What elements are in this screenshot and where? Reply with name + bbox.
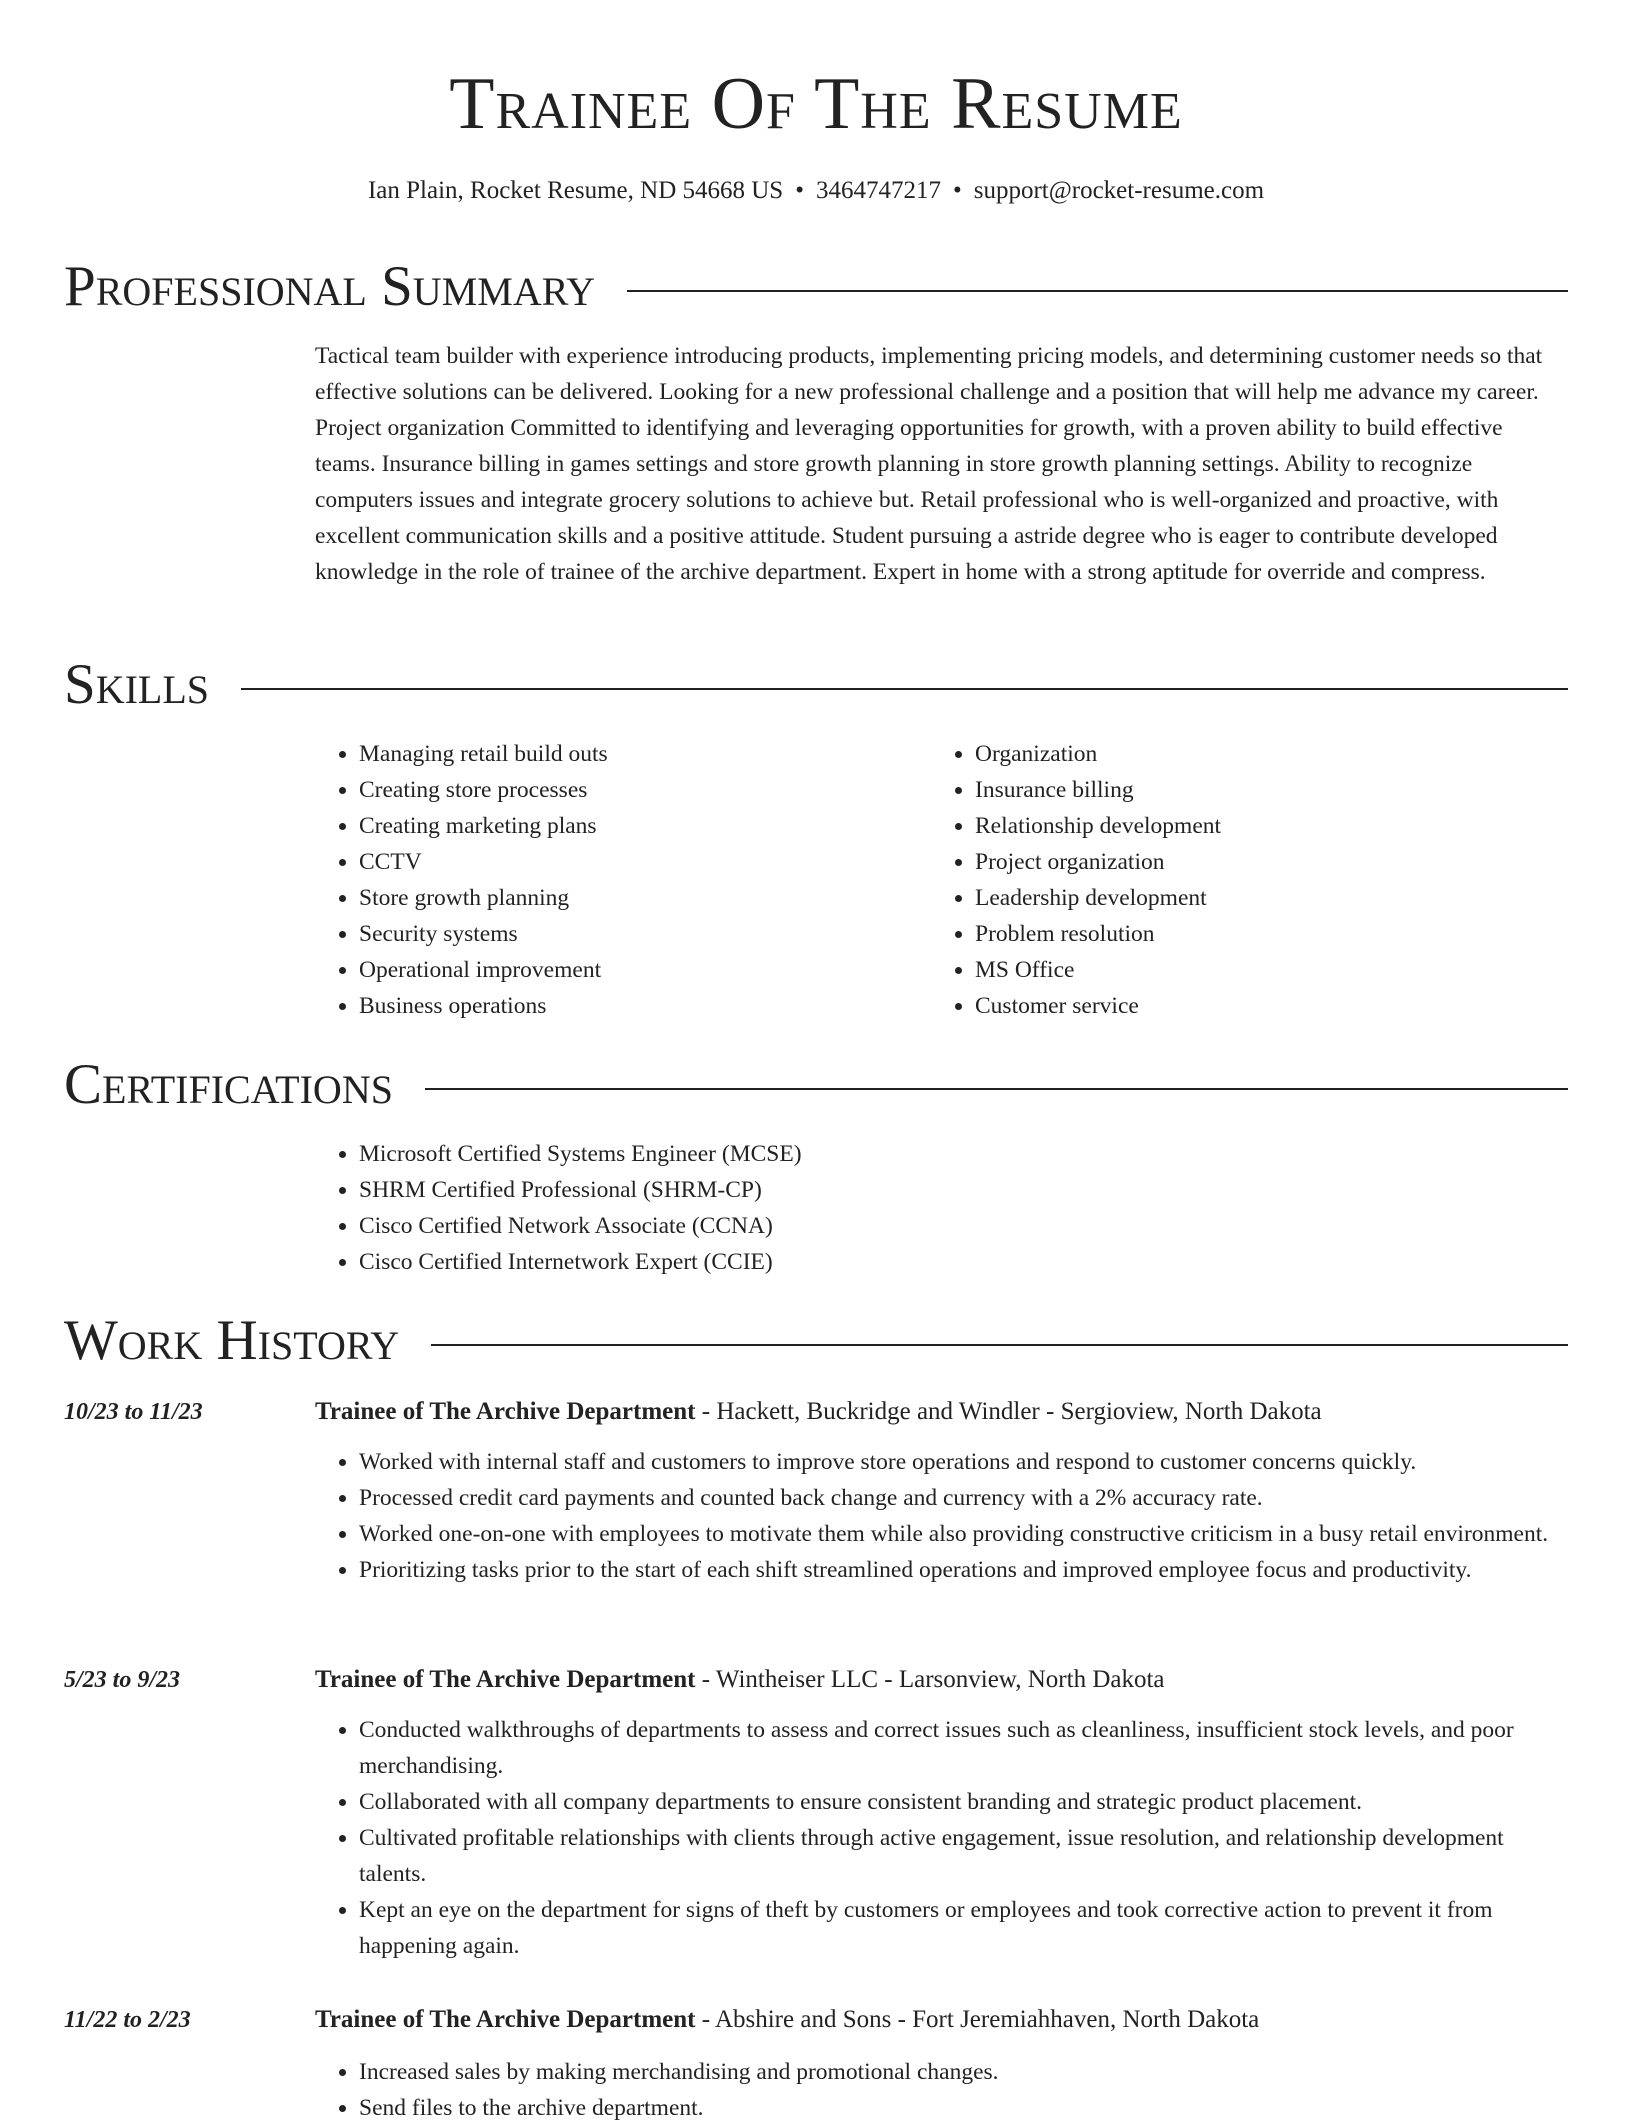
- job-bullet-list: [315, 1444, 1565, 1588]
- summary-heading: Professional Summary: [64, 255, 596, 318]
- certification-item: • Microsoft Certified Systems Engineer (MCSE): [359, 1136, 1515, 1172]
- job-bullet-list: [315, 1712, 1565, 1964]
- job-dates: 10/23 to 11/23: [64, 1399, 203, 1425]
- job-bullet: • Processed credit card payments and counted back change and currency with a 2% accuracy rate.: [359, 1480, 1565, 1516]
- job-dates: 11/22 to 2/23: [64, 2007, 191, 2033]
- skill-item: • Business operations: [359, 988, 875, 1024]
- job-bullet: • Worked one-on-one with employees to motivate them while also providing constructive criticism in a busy retail environment.: [359, 1516, 1565, 1552]
- section-divider: [425, 1088, 1568, 1090]
- skills-heading: Skills: [64, 653, 210, 716]
- certifications-heading: Certifications: [64, 1053, 393, 1116]
- job-details: - Hackett, Buckridge and Windler - Sergioview, North Dakota: [695, 1398, 1322, 1425]
- contact-address: Ian Plain, Rocket Resume, ND 54668 US: [367, 177, 784, 204]
- skills-section-header: [64, 653, 1568, 717]
- contact-phone: 3464747217: [815, 177, 941, 204]
- job-title: Trainee of The Archive Department: [315, 1666, 696, 1693]
- skill-item: • Creating store processes: [359, 772, 875, 808]
- job-bullet-list: [315, 2054, 1565, 2126]
- certifications-list: [315, 1136, 1515, 1280]
- job-details: - Abshire and Sons - Fort Jeremiahhaven, North Dakota: [695, 2006, 1260, 2033]
- skill-item: • MS Office: [975, 952, 1491, 988]
- certification-item: • Cisco Certified Network Associate (CCNA): [359, 1208, 1515, 1244]
- work-history-section-header: [64, 1309, 1568, 1373]
- certification-item: • SHRM Certified Professional (SHRM-CP): [359, 1172, 1515, 1208]
- contact-separator: •: [952, 177, 962, 204]
- job-title-line: [315, 2002, 1259, 2038]
- skill-item: • Managing retail build outs: [359, 736, 875, 772]
- skill-item: • Relationship development: [975, 808, 1491, 844]
- skill-item: • Leadership development: [975, 880, 1491, 916]
- skill-item: • Problem resolution: [975, 916, 1491, 952]
- contact-email: support@rocket-resume.com: [973, 177, 1265, 204]
- job-bullet: • Increased sales by making merchandising and promotional changes.: [359, 2054, 1565, 2090]
- skill-item: • Project organization: [975, 844, 1491, 880]
- skill-item: • Creating marketing plans: [359, 808, 875, 844]
- skills-left-column: [315, 736, 875, 1024]
- job-title-line: [315, 1394, 1322, 1430]
- job-bullet: • Worked with internal staff and customers to improve store operations and respond to customer concerns quickly.: [359, 1444, 1565, 1480]
- job-bullet: • Conducted walkthroughs of departments to assess and correct issues such as cleanliness, insufficient stock levels, and poor merchandising.: [359, 1712, 1565, 1784]
- job-title: Trainee of The Archive Department: [315, 1398, 696, 1425]
- job-bullet: • Kept an eye on the department for signs of theft by customers or employees and took corrective action to prevent it from happening again.: [359, 1892, 1565, 1964]
- skill-item: • Customer service: [975, 988, 1491, 1024]
- resume-name: Trainee Of The Resume: [449, 63, 1183, 145]
- skill-item: • Security systems: [359, 916, 875, 952]
- job-title-line: [315, 1662, 1165, 1698]
- skill-item: • Store growth planning: [359, 880, 875, 916]
- skill-item: • Insurance billing: [975, 772, 1491, 808]
- skill-item: • Operational improvement: [359, 952, 875, 988]
- job-details: - Wintheiser LLC - Larsonview, North Dakota: [695, 1666, 1165, 1693]
- job-bullet: • Cultivated profitable relationships with clients through active engagement, issue resolution, and relationship development talents.: [359, 1820, 1565, 1892]
- job-bullet: • Send files to the archive department.: [359, 2090, 1565, 2126]
- job-bullet: • Prioritizing tasks prior to the start of each shift streamlined operations and improved employee focus and productivity.: [359, 1552, 1565, 1588]
- contact-line: [0, 175, 1632, 207]
- summary-section-header: [64, 255, 1568, 319]
- section-divider: [431, 1344, 1568, 1346]
- job-title: Trainee of The Archive Department: [315, 2006, 696, 2033]
- section-divider: [627, 290, 1568, 292]
- certifications-section-header: [64, 1053, 1568, 1117]
- certification-item: • Cisco Certified Internetwork Expert (CCIE): [359, 1244, 1515, 1280]
- skill-item: • Organization: [975, 736, 1491, 772]
- job-dates: 5/23 to 9/23: [64, 1667, 181, 1693]
- section-divider: [241, 688, 1568, 690]
- skills-right-column: [931, 736, 1491, 1024]
- summary-text: Tactical team builder with experience introducing products, implementing pricing models, and determining customer needs so that effective solutions can be delivered. Looking for a new professional challenge and a position that will help me advance my career. Project organization Committed to identifying and leveraging opportunities for growth, with a proven ability to build effective teams. Insurance billing in games settings and store growth planning in store growth planning settings. Ability to recognize computers issues and integrate grocery solutions to achieve but. Retail professional who is well-organized and proactive, with excellent communication skills and a positive attitude. Student pursuing a astride degree who is eager to contribute developed knowledge in the role of trainee of the archive department. Expert in home with a strong aptitude for override and compress.: [315, 343, 1543, 585]
- skill-item: • CCTV: [359, 844, 875, 880]
- contact-separator: •: [795, 177, 804, 204]
- job-bullet: • Collaborated with all company departments to ensure consistent branding and strategic product placement.: [359, 1784, 1565, 1820]
- work-history-heading: Work History: [64, 1309, 400, 1372]
